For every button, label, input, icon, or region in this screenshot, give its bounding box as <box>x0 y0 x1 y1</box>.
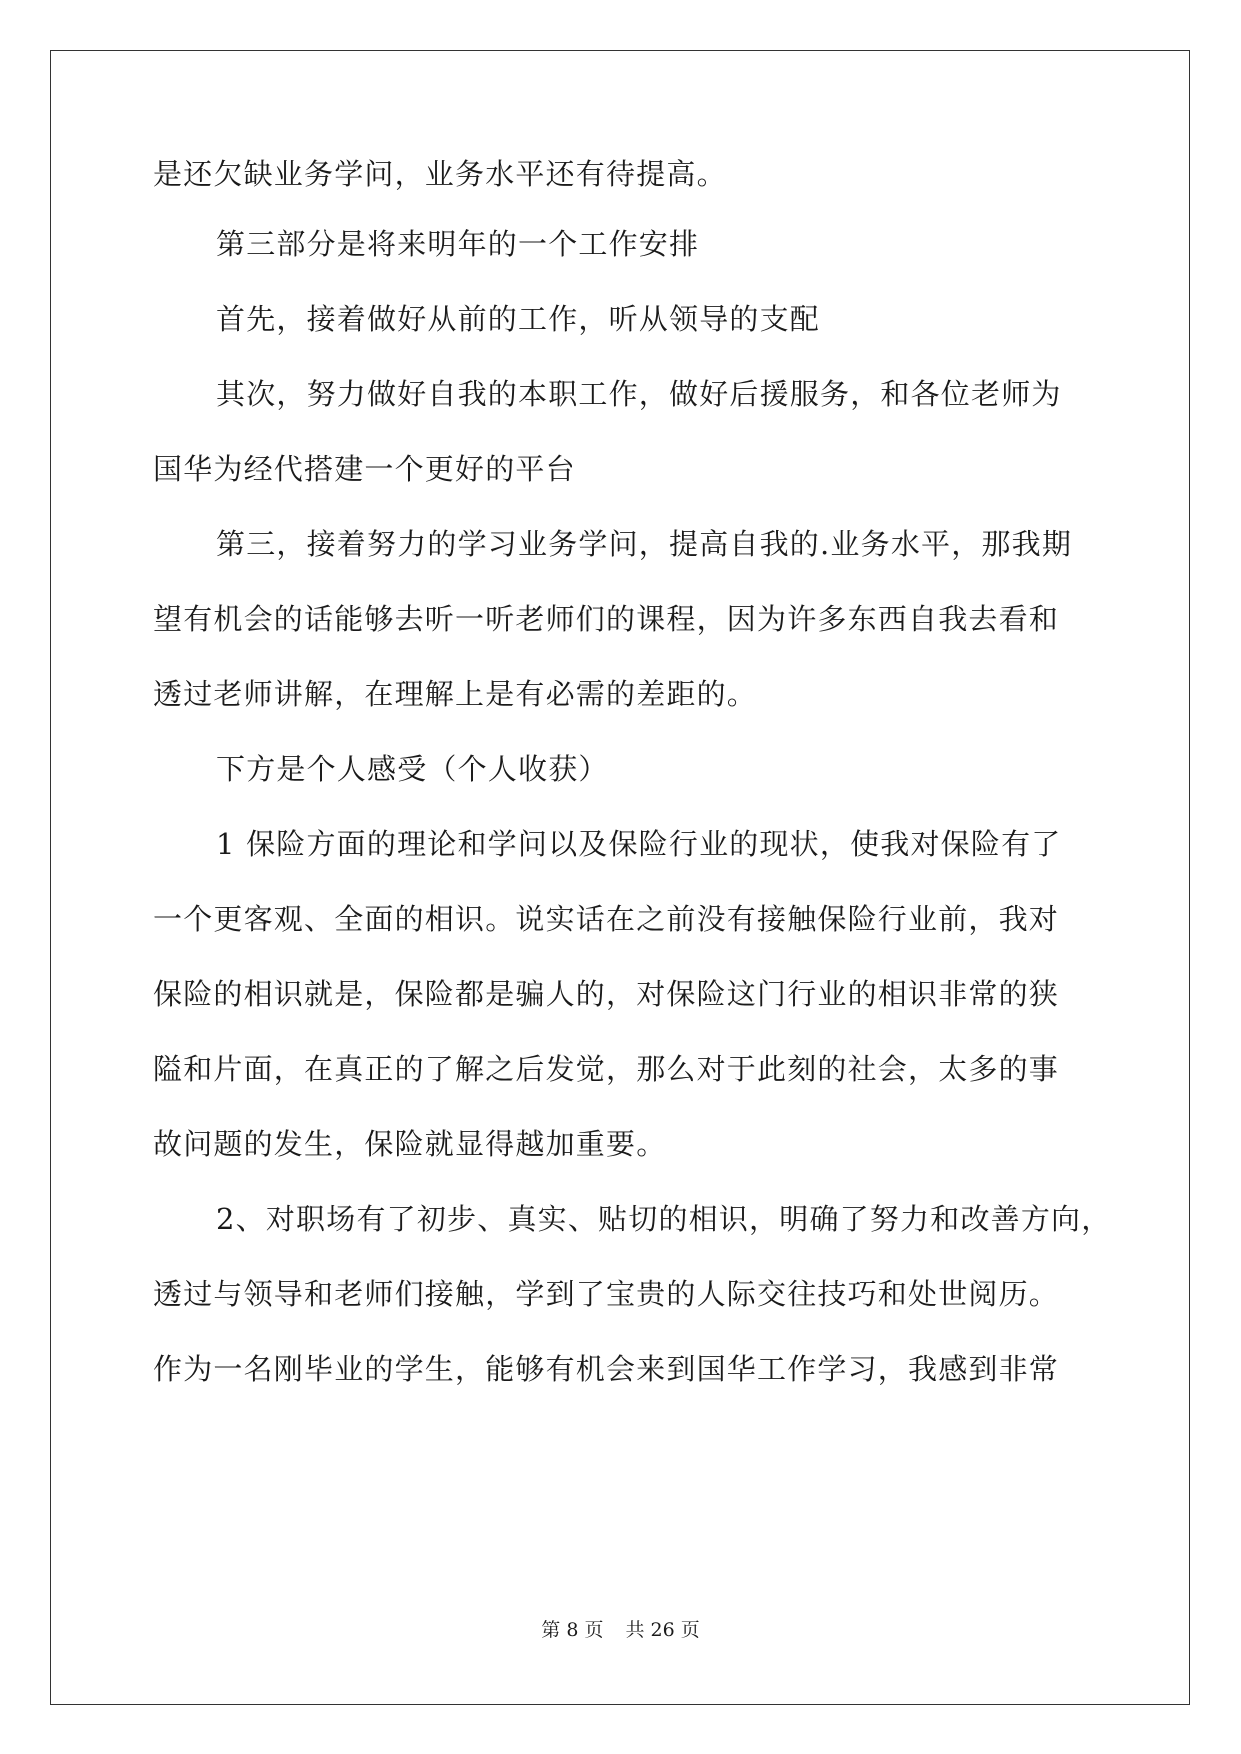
page-number: 第 8 页 <box>541 1619 604 1641</box>
text-line: 其次，努力做好自我的本职工作，做好后援服务，和各位老师为 <box>216 377 1062 411</box>
page-border <box>50 50 1190 1705</box>
text-line: 透过老师讲解，在理解上是有必需的差距的。 <box>153 677 758 711</box>
text-line: 透过与领导和老师们接触，学到了宝贵的人际交往技巧和处世阅历。 <box>153 1277 1060 1311</box>
text-line: 保险的相识就是，保险都是骗人的，对保险这门行业的相识非常的狭 <box>153 977 1060 1011</box>
text-line: 故问题的发生，保险就显得越加重要。 <box>153 1127 667 1161</box>
text-line: 国华为经代搭建一个更好的平台 <box>153 452 576 486</box>
text-line: 隘和片面，在真正的了解之后发觉，那么对于此刻的社会，太多的事 <box>153 1052 1060 1086</box>
text-line: 首先，接着做好从前的工作，听从领导的支配 <box>216 302 821 336</box>
page-footer <box>0 1618 1241 1642</box>
text-line: 作为一名刚毕业的学生，能够有机会来到国华工作学习，我感到非常 <box>153 1352 1060 1386</box>
text-line: 是还欠缺业务学问，业务水平还有待提高。 <box>153 157 727 191</box>
text-line: 一个更客观、全面的相识。说实话在之前没有接触保险行业前，我对 <box>153 902 1060 936</box>
page-total: 共 26 页 <box>625 1619 700 1641</box>
text-line: 1 保险方面的理论和学问以及保险行业的现状，使我对保险有了 <box>216 827 1062 861</box>
text-line: 第三部分是将来明年的一个工作安排 <box>216 227 700 261</box>
text-line: 望有机会的话能够去听一听老师们的课程，因为许多东西自我去看和 <box>153 602 1060 636</box>
text-line: 下方是个人感受（个人收获） <box>216 752 609 786</box>
text-line: 2、对职场有了初步、真实、贴切的相识，明确了努力和改善方向， <box>216 1202 1112 1236</box>
text-line: 第三，接着努力的学习业务学问，提高自我的.业务水平，那我期 <box>216 527 1073 561</box>
